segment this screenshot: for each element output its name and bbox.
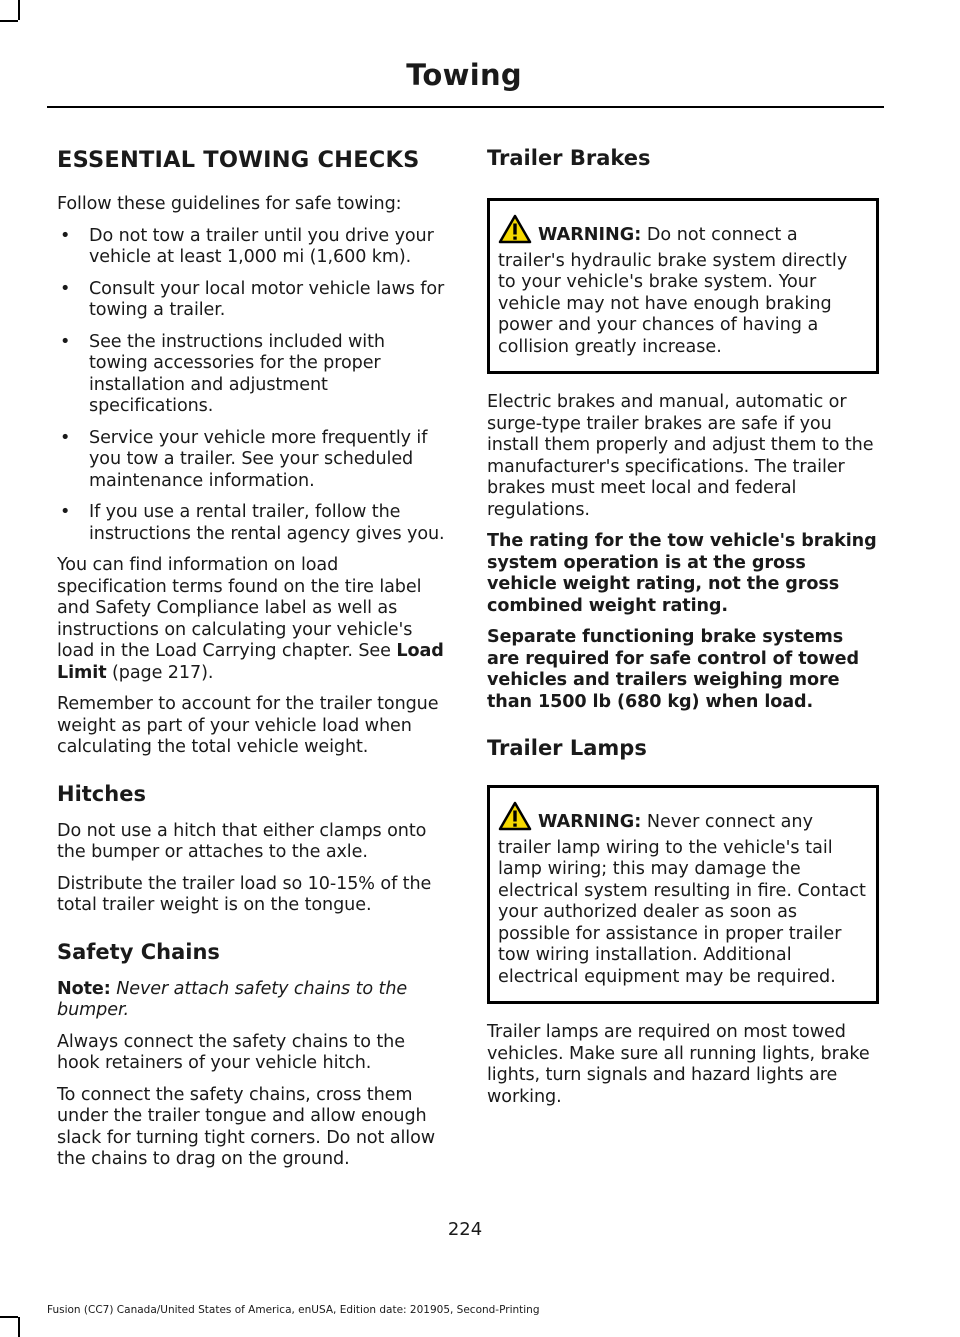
page-number: 224: [447, 1219, 483, 1240]
warning-text: Never connect any trailer lamp wiring to the vehicle's tail lamp wiring; this may damage the electrical system resulting in fire. Contact your authorized dealer as soon as possible for assistance in proper trailer tow wiring installation. Additional electrical equipment may be required.: [498, 812, 866, 987]
bullet-icon: •: [60, 331, 71, 352]
chains-paragraph: Always connect the safety chains to the hook retainers of your vehicle hitch.: [57, 1031, 405, 1073]
brakes-separate-note: Separate functioning brake systems are required for safe control of towed vehicles and trailers weighing more than 1500 lb (680 kg) when load.: [487, 627, 860, 712]
crop-mark: [18, 1317, 20, 1337]
brakes-rating-note: The rating for the tow vehicle's braking system operation is at the gross vehicle weight rating, not the gross combined weight rating.: [487, 531, 877, 616]
list-item: • Consult your local motor vehicle laws for towing a trailer.: [60, 278, 445, 320]
footer-edition-info: Fusion (CC7) Canada/United States of America, enUSA, Edition date: 201905, Second-Printing: [47, 1304, 540, 1316]
load-paragraph: You can find information on load specification terms found on the tire label and Safety Compliance label as well as instructions on calculating your vehicle's load in the Load Carrying chapter. See Load Limit (page 217).: [57, 555, 444, 683]
warning-label: WARNING:: [538, 225, 642, 245]
hitches-paragraph: Distribute the trailer load so 10-15% of the total trailer weight is on the tongue.: [57, 873, 432, 915]
section-heading: ESSENTIAL TOWING CHECKS: [57, 147, 420, 173]
left-column: [57, 145, 449, 1181]
hitches-heading: Hitches: [57, 781, 146, 806]
guidelines-list: [57, 226, 449, 546]
crop-mark: [18, 0, 20, 20]
list-item: • Service your vehicle more frequently if you tow a trailer. See your scheduled maintenance information.: [60, 427, 428, 491]
hitches-paragraph: Do not use a hitch that either clamps onto the bumper or attaches to the axle.: [57, 820, 427, 862]
intro-text: Follow these guidelines for safe towing:: [57, 194, 402, 214]
lamps-paragraph: Trailer lamps are required on most towed vehicles. Make sure all running lights, brake lights, turn signals and hazard lights are working.: [487, 1022, 870, 1107]
trailer-lamps-heading: Trailer Lamps: [487, 736, 647, 760]
warning-text: Do not connect a trailer's hydraulic brake system directly to your vehicle's brake system. Your vehicle may not have enough braking power and your chances of having a collision greatly increase.: [498, 225, 848, 357]
bullet-icon: •: [60, 427, 71, 448]
tongue-paragraph: Remember to account for the trailer tongue weight as part of your vehicle load when calculating the total vehicle weight.: [57, 694, 439, 757]
trailer-brakes-heading: Trailer Brakes: [487, 146, 651, 170]
warning-label: WARNING:: [538, 812, 642, 832]
safety-chains-heading: Safety Chains: [57, 939, 220, 964]
bullet-icon: •: [60, 278, 71, 299]
crop-mark: [0, 20, 18, 22]
chains-paragraph: To connect the safety chains, cross them under the trailer tongue and allow enough slack for turning tight corners. Do not allow the chains to drag on the ground.: [57, 1084, 436, 1169]
right-column: [487, 145, 879, 1118]
warning-triangle-icon: [498, 214, 532, 251]
note-label: Note:: [57, 978, 111, 999]
crop-mark: [0, 1316, 18, 1318]
list-item: • Do not tow a trailer until you drive your vehicle at least 1,000 mi (1,600 km).: [60, 225, 434, 267]
list-item: • If you use a rental trailer, follow the instructions the rental agency gives you.: [60, 502, 445, 544]
list-item: • See the instructions included with towing accessories for the proper installation and adjustment specifications.: [60, 331, 385, 416]
warning-triangle-icon: [498, 801, 532, 838]
bullet-icon: •: [60, 502, 71, 522]
brakes-paragraph: Electric brakes and manual, automatic or surge-type trailer brakes are safe if you install them properly and adjust them to the manufacturer's specifications. The trailer brakes must meet local and federal regulations.: [487, 392, 874, 520]
header-divider: [47, 106, 884, 108]
bullet-icon: •: [60, 225, 71, 246]
warning-box: [487, 198, 879, 374]
load-limit-link[interactable]: Load Limit: [57, 641, 444, 683]
note: Note: Never attach safety chains to the bumper.: [57, 978, 408, 1020]
warning-box: [487, 785, 879, 1004]
page-title: Towing: [406, 58, 522, 92]
